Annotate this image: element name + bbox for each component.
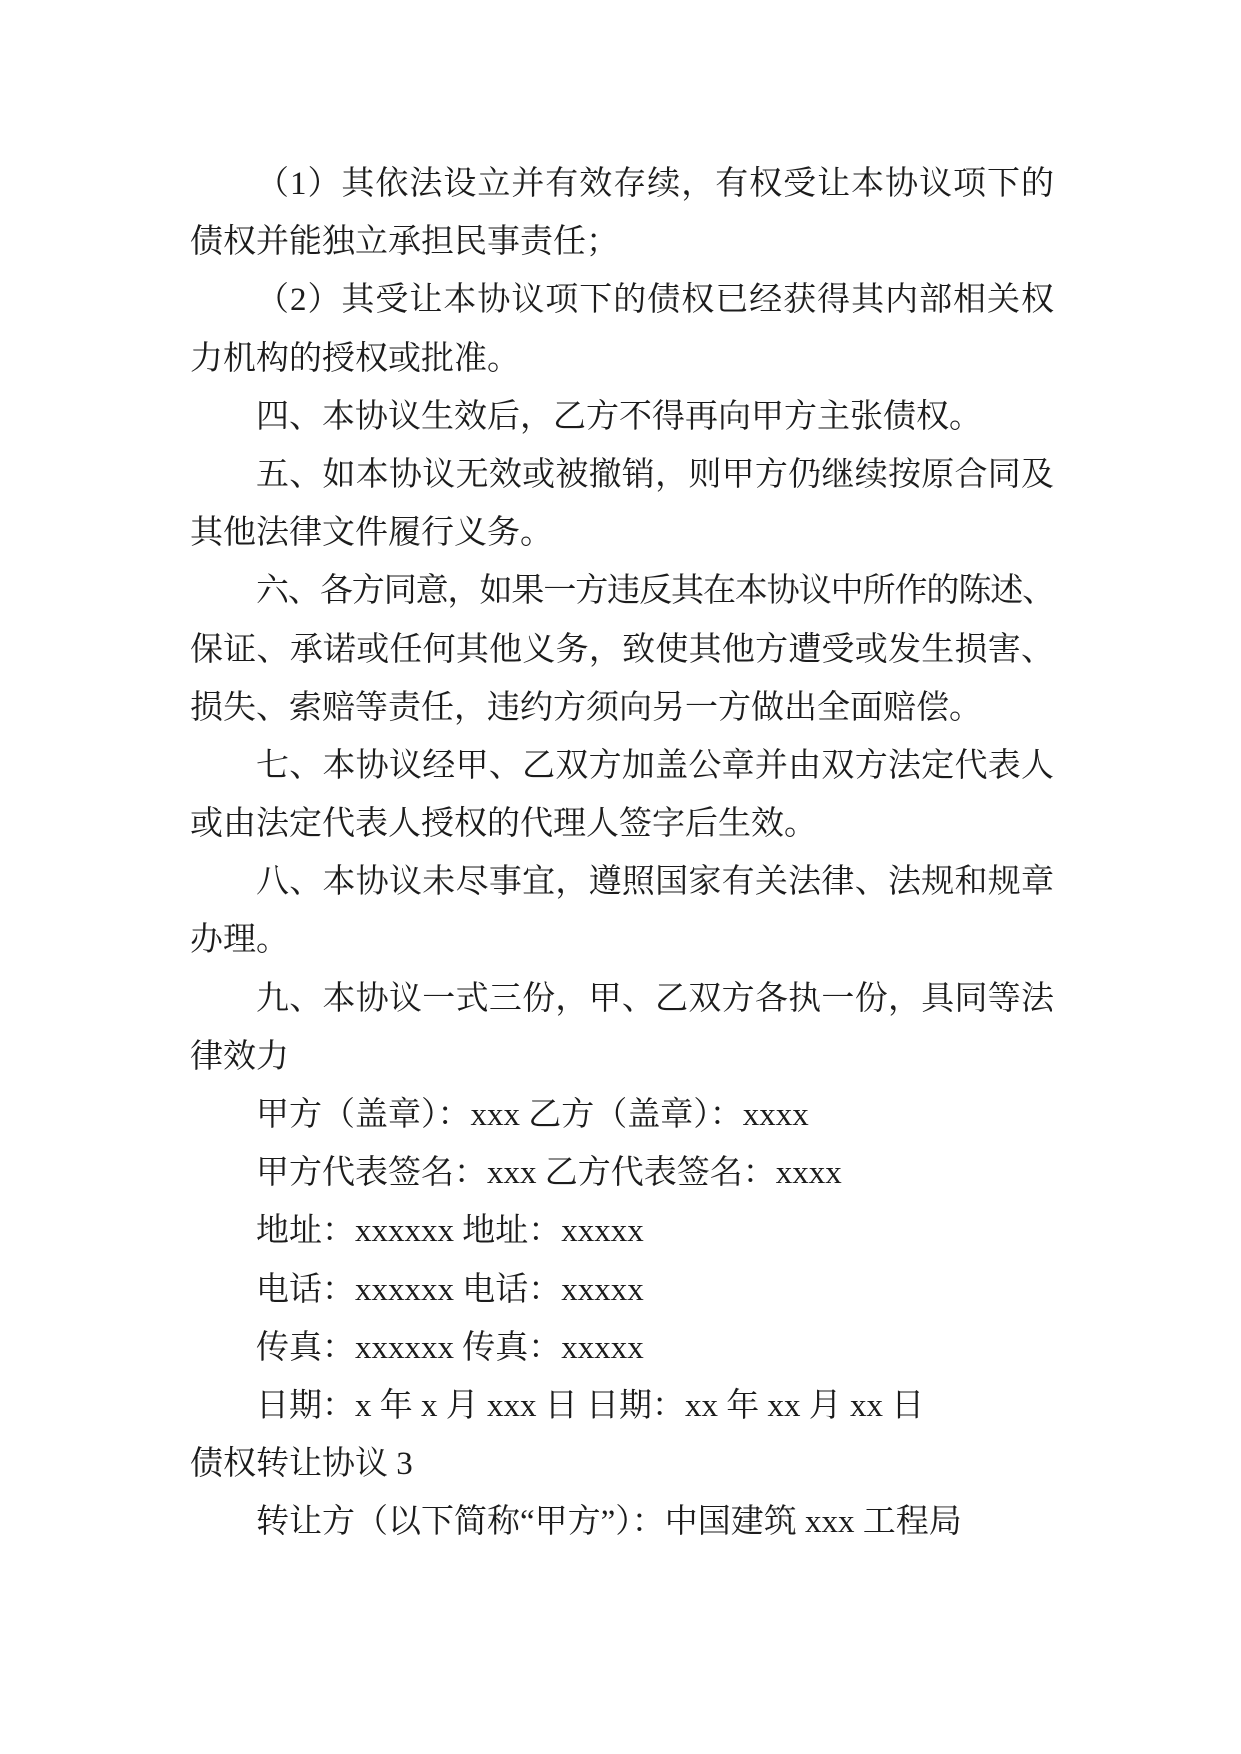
clause-line: 损失、索赔等责任，违约方须向另一方做出全面赔偿。 xyxy=(190,689,982,726)
clause-line: 律效力 xyxy=(190,1038,289,1075)
clause-paragraph-six xyxy=(190,562,1054,737)
document-body xyxy=(190,155,1054,1552)
signature-phone-line: 电话：xxxxxx 电话：xxxxx xyxy=(256,1271,644,1308)
clause-paragraph-eight xyxy=(190,853,1054,969)
signature-date-line: 日期：x 年 x 月 xxx 日 日期：xx 年 xx 月 xx 日 xyxy=(256,1387,925,1424)
clause-line: 力机构的授权或批准。 xyxy=(190,340,520,377)
signature-fax-line: 传真：xxxxxx 传真：xxxxx xyxy=(256,1329,644,1366)
signature-seal-line: 甲方（盖章）：xxx 乙方（盖章）：xxxx xyxy=(256,1097,809,1133)
clause-line: 或由法定代表人授权的代理人签字后生效。 xyxy=(190,806,817,843)
clause-line: 其他法律文件履行义务。 xyxy=(190,515,553,552)
clause-paragraph-four xyxy=(190,388,1054,446)
clause-line: 办理。 xyxy=(190,922,289,959)
clause-paragraph-1 xyxy=(190,155,1054,271)
signature-address-line: 地址：xxxxxx 地址：xxxxx xyxy=(256,1213,644,1250)
clause-line: 四、本协议生效后，乙方不得再向甲方主张债权。 xyxy=(256,398,982,435)
clause-paragraph-five xyxy=(190,446,1054,562)
clause-line: 六、各方同意，如果一方违反其在本协议中所作的陈述、 xyxy=(256,573,1054,610)
next-agreement-first-line: 转让方（以下简称“甲方”）：中国建筑 xxx 工程局 xyxy=(256,1504,962,1541)
clause-line: 债权并能独立承担民事责任； xyxy=(190,224,619,261)
signature-block xyxy=(190,1086,1054,1435)
clause-paragraph-2 xyxy=(190,271,1054,387)
clause-line: 五、如本协议无效或被撤销，则甲方仍继续按原合同及 xyxy=(256,456,1054,493)
clause-line: （1）其依法设立并有效存续，有权受让本协议项下的 xyxy=(256,166,1054,202)
signature-representative-line: 甲方代表签名：xxx 乙方代表签名：xxxx xyxy=(256,1155,842,1192)
clause-line: 八、本协议未尽事宜，遵照国家有关法律、法规和规章 xyxy=(256,864,1054,901)
clause-line: 七、本协议经甲、乙双方加盖公章并由双方法定代表人 xyxy=(256,747,1054,784)
next-agreement-title: 债权转让协议 3 xyxy=(190,1446,413,1483)
clause-paragraph-nine xyxy=(190,970,1054,1086)
clause-paragraph-seven xyxy=(190,737,1054,853)
clause-line: 九、本协议一式三份，甲、乙双方各执一份，具同等法 xyxy=(256,980,1054,1017)
clause-line: 保证、承诺或任何其他义务，致使其他方遭受或发生损害、 xyxy=(190,631,1054,668)
clause-line: （2）其受让本协议项下的债权已经获得其内部相关权 xyxy=(256,282,1054,319)
